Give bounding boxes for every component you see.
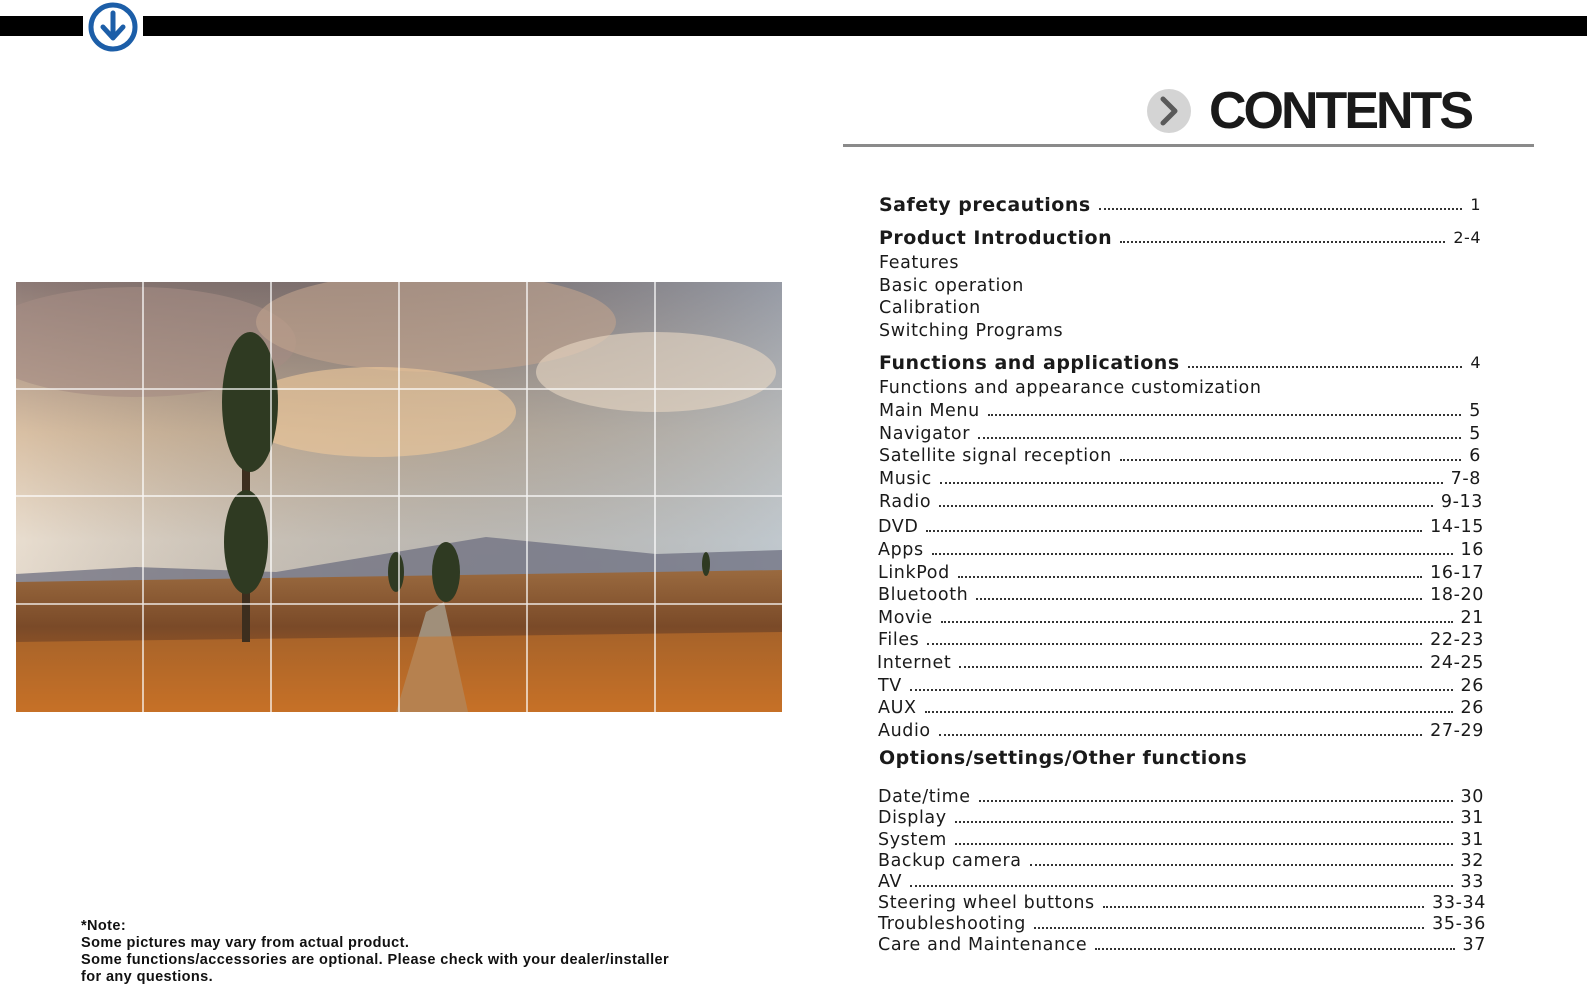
dot-leader [955,842,1453,845]
toc-label: Troubleshooting [878,914,1027,934]
toc-page: 22-23 [1430,630,1484,650]
toc-page: 26 [1460,698,1484,718]
toc-entry [878,539,1484,561]
toc-page: 33-34 [1432,893,1486,913]
dot-leader [979,799,1453,802]
note-line: *Note: [81,918,127,934]
dot-leader [1099,207,1463,210]
toc-page: 26 [1460,676,1484,696]
toc-entry [878,516,1484,538]
toc-label: Functions and applications [879,352,1180,374]
toc-subitem: Calibration [879,298,981,318]
toc-label: Radio [879,492,932,512]
toc-page: 31 [1460,830,1484,850]
toc-page: 2-4 [1453,228,1481,247]
dot-leader [1103,905,1424,908]
toc-entry [877,652,1484,674]
toc-subitem: Switching Programs [879,321,1064,341]
note-line: Some functions/accessories are optional. Please check with your dealer/installer [81,952,670,968]
toc-entry [878,562,1484,584]
toc-label: Safety precautions [879,194,1091,216]
toc-entry [878,934,1486,956]
toc-page: 1 [1470,195,1481,214]
toc-page: 31 [1460,808,1484,828]
toc-entry [879,468,1481,490]
toc-label: Display [878,808,947,828]
toc-label: Bluetooth [878,585,969,605]
toc-entry-functions [879,352,1481,374]
toc-page: 16 [1460,540,1484,560]
toc-label: Main Menu [879,401,980,421]
toc-label: AV [878,872,903,892]
toc-label: Files [878,630,920,650]
toc-entry [878,720,1484,742]
toc-label: Navigator [879,424,971,444]
toc-subitem: Basic operation [879,276,1024,296]
dot-leader [932,552,1453,555]
dot-leader [1120,240,1445,243]
toc-entry [878,807,1484,829]
toc-page: 37 [1462,935,1486,955]
toc-entry [878,675,1484,697]
note-line: for any questions. [81,969,214,985]
toc-label: Date/time [878,787,971,807]
toc-entry [879,400,1481,422]
toc-entry [878,892,1486,914]
toc-page: 9-13 [1440,492,1483,512]
toc-page: 35-36 [1432,914,1486,934]
dot-leader [959,665,1422,668]
toc-label: System [878,830,947,850]
toc-label: Audio [878,721,931,741]
toc-entry [878,829,1484,851]
toc-entry [878,850,1484,872]
dot-leader [988,413,1461,416]
dot-leader [941,620,1453,623]
toc-page: 24-25 [1430,653,1484,673]
toc-label: Steering wheel buttons [878,893,1095,913]
toc-label: DVD [878,517,919,537]
toc-page: 6 [1469,446,1481,466]
toc-subitem: Functions and appearance customization [879,378,1262,398]
toc-page: 16-17 [1430,563,1484,583]
dot-leader [939,733,1422,736]
toc-label: Product Introduction [879,227,1113,249]
dot-leader [927,642,1422,645]
toc-page: 14-15 [1430,517,1484,537]
toc-entry [878,629,1484,651]
toc-label: LinkPod [878,563,950,583]
toc-page: 21 [1460,608,1484,628]
dot-leader [976,597,1422,600]
toc-page: 27-29 [1430,721,1484,741]
toc-entry [878,697,1484,719]
dot-leader [1188,365,1463,368]
toc-entry-product [879,227,1481,249]
toc-entry [878,786,1484,808]
toc-label: Backup camera [878,851,1022,871]
toc-entry [878,871,1484,893]
dot-leader [925,710,1453,713]
toc-label: Music [879,469,932,489]
dot-leader [1030,863,1453,866]
toc-label: Apps [878,540,924,560]
dot-leader [958,575,1422,578]
toc-entry [878,607,1484,629]
toc-page: 33 [1460,872,1484,892]
dot-leader [940,481,1443,484]
dot-leader [978,436,1461,439]
dot-leader [955,820,1453,823]
toc-label: Care and Maintenance [878,935,1088,955]
toc-page: 7-8 [1450,469,1481,489]
page-title: CONTENTS [1209,82,1471,140]
toc-label: TV [878,676,902,696]
dot-leader [939,504,1433,507]
toc-label: Movie [878,608,933,628]
toc-entry-safety [879,194,1481,216]
toc-entry [878,584,1484,606]
dot-leader [926,529,1422,532]
dot-leader [1095,947,1454,950]
toc-page: 4 [1470,353,1481,372]
note-line: Some pictures may vary from actual product. [81,935,410,951]
dot-leader [910,688,1453,691]
toc-label: AUX [878,698,917,718]
toc-page: 5 [1469,401,1481,421]
toc-subitem: Features [879,253,960,273]
toc-entry [879,445,1481,467]
toc-page: 5 [1469,424,1481,444]
dot-leader [910,884,1453,887]
toc-page: 32 [1460,851,1484,871]
toc-page: 18-20 [1430,585,1484,605]
toc-entry [879,423,1481,445]
toc-page: 30 [1460,787,1484,807]
toc-label: Internet [877,653,952,673]
toc-entry [879,491,1483,513]
dot-leader [1120,458,1462,461]
toc-label: Satellite signal reception [879,446,1112,466]
toc-section-options: Options/settings/Other functions [879,747,1248,769]
toc-entry [878,913,1486,935]
dot-leader [1034,926,1424,929]
